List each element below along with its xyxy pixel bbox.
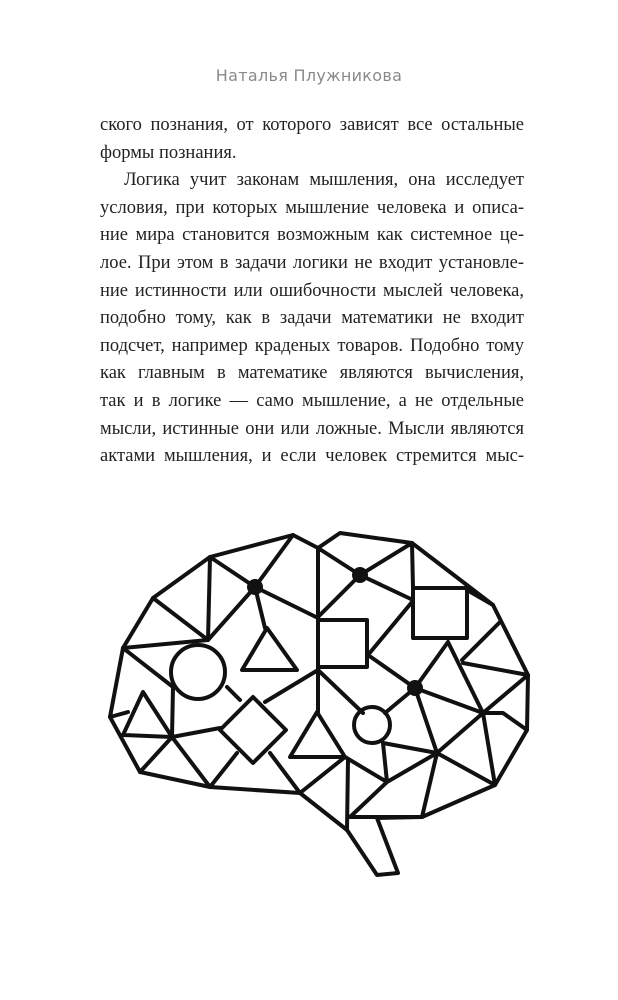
text-line: мысли, истинные они или ложные. Мысли являются [100, 418, 524, 439]
text-line: ние истинности или ошибочности мыслей человека, [100, 280, 524, 301]
text-line: подобно тому, как в задачи математики не входит [100, 308, 524, 329]
text-line: как главным в математике являются вычисления, [100, 363, 524, 384]
text-line: актами мышления, и если человек стремится мыс- [100, 446, 524, 467]
text-line: так и в логике — само мышление, а не отдельные [100, 390, 524, 411]
text-line: ние мира становится возможным как системное це- [100, 225, 524, 246]
text-line: Логика учит законам мышления, она исследует [124, 170, 524, 191]
text-line: условия, при которых мышление человека и описа- [100, 197, 524, 218]
text-line: ского познания, от которого зависят все остальные [100, 115, 524, 135]
running-header-author: Наталья Плужникова [215, 66, 403, 85]
text-line: подсчет, например краденых товаров. Подобно тому [100, 335, 524, 356]
text-line: лое. При этом в задачи логики не входит установле- [100, 252, 524, 273]
text-line: формы познания. [100, 142, 237, 163]
